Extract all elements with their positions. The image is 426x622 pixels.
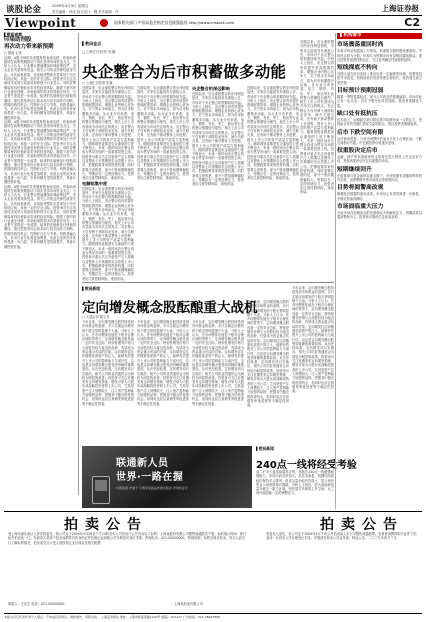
second-article-text-5: 今年以来，定向增发概念股持续受到市场资金的追捧，多只实施定向增发的个股走势明显强于大盘。分析人士认为，在市场整体估值处于相对合理区间的背景下，定向增发概念股具备一定的安全边际，特别是增发价格与当前股价较为接近的品种，有望成为资金重点布局的对象。定向增发往往伴随着优质资产的注入，能够有效提升上市公司的盈利能力与成长性，这也是定向增发概念股受到青睐的重要原因。从历史经验看，定向增发项目实施后，相关公司的业绩通常会出现较为明显的改善。投资者可关注近期发布定向增发预案、增发对象为大股东或战略投资者的上市公司，尤其是资产注入规模较大、注入资产盈利能力较强的品种，把握其中蕴含的投资机会，但同时也应注意增发审批进度等不确定性因素。 xyxy=(292,286,334,394)
page-number: C2 xyxy=(404,16,420,29)
right-item-headline: 后市下跌空间有限 xyxy=(337,129,384,136)
auction-contact: 联系人：王先生 电话：021-00000000 xyxy=(8,602,65,606)
masthead-top xyxy=(4,3,422,13)
second-article-text-3: 今年以来，定向增发概念股持续受到市场资金的追捧，多只实施定向增发的个股走势明显强于大盘。分析人士认为，在市场整体估值处于相对合理区间的背景下，定向增发概念股具备一定的安全边际，特别是增发价格与当前股价较为接近的品种，有望成为资金重点布局的对象。定向增发往往伴随着优质资产的注入，能够有效提升上市公司的盈利能力与成长性，这也是定向增发概念股受到青睐的重要原因。从历史经验看，定向增发项目实施后，相关公司的业绩通常会出现较为明显的改善。投资者可关注近期发布定向增发预案、增发对象为大股东或战略投资者的上市公司，尤其是资产注入规模较大、注入资产盈利能力较强的品种，把握其中蕴含的投资机会，但同时也应注意增发审批进度等不确定性因素。 xyxy=(192,320,244,406)
main-article-col-2 xyxy=(137,86,189,278)
right-item-headline: 目势将阅警高改观 xyxy=(337,185,384,192)
right-item-body: 本周市场呈现震荡上行格局，权重股与题材股轮番表现，市场热点较为分散。机构认为短期市场有望维持震荡格局，建议投资者适度控制仓位，关注业绩确定性较强的品种。 xyxy=(337,49,422,62)
header-slogan: 国家相关部门 中国证监会指定信息披露报纸 http://www.cnstock.com xyxy=(114,20,235,25)
main-article-col-1 xyxy=(82,86,134,281)
right-item-body: 从估值角度看，当前市场整体估值水平处于合理区间，下跌空间相对有限，中长期投资价值逐步显现。 xyxy=(337,136,422,145)
editor-credits: 责任编辑：徐成 版式设计：魏 美术编辑：吕 xyxy=(52,10,119,14)
left-column xyxy=(4,33,79,495)
main-article-col-5 xyxy=(300,40,334,278)
left-headline-1: 印染助剂股 xyxy=(4,37,32,44)
second-article-col-5 xyxy=(292,286,334,442)
section-divider xyxy=(82,282,334,283)
right-item-body: 随着经济数据的逐步改善，市场信心有望得到进一步修复，中期走势值得期待。 xyxy=(337,192,422,201)
third-headline: 240点一线将经受考验 xyxy=(256,460,357,471)
right-section-band: ▌机构看市 xyxy=(337,33,422,39)
right-item-headline: 权重股决定后市 xyxy=(337,148,378,155)
ad-slogan-1: 联通新人员 xyxy=(116,458,169,469)
second-kicker: ▌数码新闻 xyxy=(82,286,101,291)
main-article-col-3 xyxy=(192,86,244,278)
left-byline: □ 德周 记者 xyxy=(4,51,22,56)
section-dot-icon xyxy=(100,19,108,27)
right-item-body: 近期大盘在经历连续上涨后出现一定幅度的回调，但整体趋势并未改变，短线探底后有望再度企稳回升，投资者无需过度悲观。 xyxy=(337,72,422,85)
main-subhead-1: 电解铝集中度 xyxy=(82,180,108,186)
section-header-bar xyxy=(4,15,422,30)
section-title: Viewpoint xyxy=(5,16,77,30)
right-divider xyxy=(335,33,336,509)
auction-company: 上海某拍卖有限公司 xyxy=(174,602,203,606)
right-column xyxy=(337,33,422,453)
left-article-body-cont: 近期，A股市场的各类题材股表现活跃，印染助剂板块在政策预期推动下再次获得市场资金关注。分析人士认为，行业整合提速叠加环保政策趋严，龙头企业有望持续受益，相关公司的业绩弹性值得关注。从估值角度看，目前板块整体市盈率处于历史较低区间，具备一定的安全边际。投资者可关注具备技术优势与渠道优势的细分行业龙头，同时应警惕原材料价格波动带来的经营风险。随着下游纺织行业逐步回暖，印染助剂的需求有望稳步回升，行业景气度将进一步改善，板块的估值修复行情值得期待。建议投资者结合基本面与技术面综合判断，把握结构性机会，控制好仓位与节奏。机构普遍认为，后市行业分化将更加明显，优质企业的竞争优势将进一步凸显，市场份额有望持续提升，具备长期投资价值。 xyxy=(4,120,76,185)
right-item-headline: 缺口处有抵抗压 xyxy=(337,110,378,117)
auction-notices xyxy=(4,511,422,611)
second-article-text-4: 今年以来，定向增发概念股持续受到市场资金的追捧，多只实施定向增发的个股走势明显强于大盘。分析人士认为，在市场整体估值处于相对合理区间的背景下，定向增发概念股具备一定的安全边际，特别是增发价格与当前股价较为接近的品种，有望成为资金重点布局的对象。定向增发往往伴随着优质资产的注入，能够有效提升上市公司的盈利能力与成长性，这也是定向增发概念股受到青睐的重要原因。从历史经验看，定向增发项目实施后，相关公司的业绩通常会出现较为明显的改善。投资者可关注近期发布定向增发预案、增发对象为大股东或战略投资者的上市公司，尤其是资产注入规模较大、注入资产盈利能力较强的品种，把握其中蕴含的投资机会，但同时也应注意增发审批进度等不确定性因素。 xyxy=(247,300,289,408)
telecom-advertisement xyxy=(82,446,252,508)
main-subhead-2: 央企整合的深远影响 xyxy=(192,86,230,91)
right-item-headline: 目标预计预期冠弱 xyxy=(337,88,384,95)
second-article-col-3 xyxy=(192,320,244,442)
right-item-body: 技术面上，前期跳空缺口附近将对指数形成一定的压力，短线能否有效突破仍需成交量的配合，建议投资者谨慎追高。 xyxy=(337,117,422,127)
main-article-text-2: 近期以来，央企重组整合的步伐明显加快，多家央企陆续发布重组公告，市场对于央企整合的预期持续升温。分析人士指出，央企整合将有效提升资源配置效率，增强企业的核心竞争力，对于资本市场而言，将为后市积蓄做多动能。从行业分布来看，电力、钢铁、有色、军工、航运等行业的整合预期较为强烈，相关上市公司有望成为市场关注的焦点。央企整合不仅有利于消除同业竞争，减少关联交易，还有助于推动整体上市进程，提升上市公司的资产质量与盈利能力。随着国资委推进央企重组的力度不断加大，未来一段时间央企整合将成为贯穿市场的一条重要投资主线。投资者可重点关注具备资产注入预期以及整体上市预期的央企控股上市公司，把握政策带来的投资机遇。同时需要注意的是，部分个股前期涨幅较大，短期存在一定的回调压力，投资者应注意控制风险，逢低布局。 xyxy=(82,186,134,281)
auction-title-right: 拍卖公告 xyxy=(320,517,404,533)
main-headline: 央企整合为后市积蓄做多动能 xyxy=(82,63,287,81)
auction-body-right: 受委托人委托，本公司定于2009年4月下旬公开拍卖某上市公司限售流通股票。有意者请携带相关证件于拍卖前一日到本公司办理登记手续。详情请咨询本公司业务部。特此公告。二〇〇九年四月三日 xyxy=(266,532,417,541)
main-kicker: ▌数码金点 xyxy=(82,41,102,46)
left-headline-2: 再次动力带来新预期 xyxy=(4,44,54,51)
third-article-text: 周二沪市大盘延续震荡走势，指数在240点一线遭遇较强阻力，市场分歧有所加大。从技术面看，短期均线系统仍保持多头排列，但成交量未能有效放大，显示场外资金入场意愿相对谨慎。分析人士指出，若大盘能够放量突破这一阻力区域，则有望打开新的上升空间；反之则可能面临一定的调整压力。 xyxy=(256,470,334,496)
auction-body-left: 受上海市浦东新区人民法院委托，我公司定于2009年4月28日下午14时在本公司拍卖厅公开拍卖以下标的：上海某股份有限公司限售流通股若干股。标的展示时间：即日起至拍卖前一日。有意竞买者请于拍卖前携带有效身份证件及保证金到我公司办理竞买登记手续。咨询电话：021-00000000。特别说明：标的以现状拍卖，竞买人应自行了解标的情况，拍卖成交后买受人须按规定支付佣金及相关税费。 xyxy=(8,532,247,545)
main-article-text-4: 近期以来，央企重组整合的步伐明显加快，多家央企陆续发布重组公告，市场对于央企整合的预期持续升温。分析人士指出，央企整合将有效提升资源配置效率，增强企业的核心竞争力，对于资本市场而言，将为后市积蓄做多动能。从行业分布来看，电力、钢铁、有色、军工、航运等行业的整合预期较为强烈，相关上市公司有望成为市场关注的焦点。央企整合不仅有利于消除同业竞争，减少关联交易，还有助于推动整体上市进程，提升上市公司的资产质量与盈利能力。随着国资委推进央企重组的力度不断加大，未来一段时间央企整合将成为贯穿市场的一条重要投资主线。投资者可重点关注具备资产注入预期以及整体上市预期的央企控股上市公司，把握政策带来的投资机遇。同时需要注意的是，部分个股前期涨幅较大，短期存在一定的回调压力，投资者应注意控制风险，逢低布局。 xyxy=(192,92,244,187)
second-article-text: 今年以来，定向增发概念股持续受到市场资金的追捧，多只实施定向增发的个股走势明显强于大盘。分析人士认为，在市场整体估值处于相对合理区间的背景下，定向增发概念股具备一定的安全边际，特别是增发价格与当前股价较为接近的品种，有望成为资金重点布局的对象。定向增发往往伴随着优质资产的注入，能够有效提升上市公司的盈利能力与成长性，这也是定向增发概念股受到青睐的重要原因。从历史经验看，定向增发项目实施后，相关公司的业绩通常会出现较为明显的改善。投资者可关注近期发布定向增发预案、增发对象为大股东或战略投资者的上市公司，尤其是资产注入规模较大、注入资产盈利能力较强的品种，把握其中蕴含的投资机会，但同时也应注意增发审批进度等不确定性因素。 xyxy=(82,320,134,406)
right-item-headline: 市场震荡重回时尚 xyxy=(337,42,384,49)
right-item-body: 随着一季报披露临近，部分公司的业绩预期偏弱，市场对此已有一定反应，后市个股分化或将加剧，投资者需精选个股。 xyxy=(337,95,422,108)
main-article-col-4 xyxy=(247,86,299,278)
newspaper-name: 上海证券报 xyxy=(381,4,419,13)
second-article-col-1 xyxy=(82,320,134,442)
right-item-headline: 短期继续回升 xyxy=(337,166,372,173)
main-article-text-6: 近期以来，央企重组整合的步伐明显加快，多家央企陆续发布重组公告，市场对于央企整合的预期持续升温。分析人士指出，央企整合将有效提升资源配置效率，增强企业的核心竞争力，对于资本市场而言，将为后市积蓄做多动能。从行业分布来看，电力、钢铁、有色、军工、航运等行业的整合预期较为强烈，相关上市公司有望成为市场关注的焦点。央企整合不仅有利于消除同业竞争，减少关联交易，还有助于推动整体上市进程，提升上市公司的资产质量与盈利能力。随着国资委推进央企重组的力度不断加大，未来一段时间央企整合将成为贯穿市场的一条重要投资主线。投资者可重点关注具备资产注入预期以及整体上市预期的央企控股上市公司，把握政策带来的投资机遇。同时需要注意的是，部分个股前期涨幅较大，短期存在一定的回调压力，投资者应注意控制风险，逢低布局。 xyxy=(300,40,334,195)
phone-icon xyxy=(92,476,110,504)
main-article-text: 近期以来，央企重组整合的步伐明显加快，多家央企陆续发布重组公告，市场对于央企整合的预期持续升温。分析人士指出，央企整合将有效提升资源配置效率，增强企业的核心竞争力，对于资本市场而言，将为后市积蓄做多动能。从行业分布来看，电力、钢铁、有色、军工、航运等行业的整合预期较为强烈，相关上市公司有望成为市场关注的焦点。央企整合不仅有利于消除同业竞争，减少关联交易，还有助于推动整体上市进程，提升上市公司的资产质量与盈利能力。随着国资委推进央企重组的力度不断加大，未来一段时间央企整合将成为贯穿市场的一条重要投资主线。投资者可重点关注具备资产注入预期以及整体上市预期的央企控股上市公司，把握政策带来的投资机遇。同时需要注意的是，部分个股前期涨幅较大，短期存在一定的回调压力，投资者应注意控制风险，逢低布局。 xyxy=(82,86,134,181)
second-article-col-4 xyxy=(247,300,289,442)
second-article-text-2: 今年以来，定向增发概念股持续受到市场资金的追捧，多只实施定向增发的个股走势明显强于大盘。分析人士认为，在市场整体估值处于相对合理区间的背景下，定向增发概念股具备一定的安全边际，特别是增发价格与当前股价较为接近的品种，有望成为资金重点布局的对象。定向增发往往伴随着优质资产的注入，能够有效提升上市公司的盈利能力与成长性，这也是定向增发概念股受到青睐的重要原因。从历史经验看，定向增发项目实施后，相关公司的业绩通常会出现较为明显的改善。投资者可关注近期发布定向增发预案、增发对象为大股东或战略投资者的上市公司，尤其是资产注入规模较大、注入资产盈利能力较强的品种，把握其中蕴含的投资机会，但同时也应注意增发审批进度等不确定性因素。 xyxy=(137,320,189,406)
main-author-line: □上海汇信投资 张翼 xyxy=(82,50,116,54)
right-item-body: 当前市场在前期高点附近面临较大的解套压力，短期或将以震荡整理为主，投资者可逢低关注优质品种。 xyxy=(337,210,422,220)
left-article-body: 近期，A股市场的各类题材股表现活跃，印染助剂板块在政策预期推动下再次获得市场资金关注。分析人士认为，行业整合提速叠加环保政策趋严，龙头企业有望持续受益，相关公司的业绩弹性值得关注。从估值角度看，目前板块整体市盈率处于历史较低区间，具备一定的安全边际。投资者可关注具备技术优势与渠道优势的细分行业龙头，同时应警惕原材料价格波动带来的经营风险。随着下游纺织行业逐步回暖，印染助剂的需求有望稳步回升，行业景气度将进一步改善，板块的估值修复行情值得期待。建议投资者结合基本面与技术面综合判断，把握结构性机会，控制好仓位与节奏。机构普遍认为，后市行业分化将更加明显，优质企业的竞争优势将进一步凸显，市场份额有望持续提升，具备长期投资价值。 xyxy=(4,55,76,120)
main-article-text-5: 近期以来，央企重组整合的步伐明显加快，多家央企陆续发布重组公告，市场对于央企整合的预期持续升温。分析人士指出，央企整合将有效提升资源配置效率，增强企业的核心竞争力，对于资本市场而言，将为后市积蓄做多动能。从行业分布来看，电力、钢铁、有色、军工、航运等行业的整合预期较为强烈，相关上市公司有望成为市场关注的焦点。央企整合不仅有利于消除同业竞争，减少关联交易，还有助于推动整体上市进程，提升上市公司的资产质量与盈利能力。随着国资委推进央企重组的力度不断加大，未来一段时间央企整合将成为贯穿市场的一条重要投资主线。投资者可重点关注具备资产注入预期以及整体上市预期的央企控股上市公司，把握政策带来的投资机遇。同时需要注意的是，部分个股前期涨幅较大，短期存在一定的回调压力，投资者应注意控制风险，逢低布局。 xyxy=(247,86,299,181)
right-item-body: 金融、地产等权重板块的走势将在很大程度上决定后市方向，投资者需密切关注权重股的动向。 xyxy=(337,155,422,164)
second-headline: 定向增发概念股酝酿重大战机 xyxy=(82,300,258,316)
issue-date: 2009年4月3日 星期五 xyxy=(52,4,89,8)
left-article-body-cont2: 近期，A股市场的各类题材股表现活跃，印染助剂板块在政策预期推动下再次获得市场资金关注。分析人士认为，行业整合提速叠加环保政策趋严，龙头企业有望持续受益，相关公司的业绩弹性值得关注。从估值角度看，目前板块整体市盈率处于历史较低区间，具备一定的安全边际。投资者可关注具备技术优势与渠道优势的细分行业龙头，同时应警惕原材料价格波动带来的经营风险。随着下游纺织行业逐步回暖，印染助剂的需求有望稳步回升，行业景气度将进一步改善，板块的估值修复行情值得期待。建议投资者结合基本面与技术面综合判断，把握结构性机会，控制好仓位与节奏。机构普遍认为，后市行业分化将更加明显，优质企业的竞争优势将进一步凸显，市场份额有望持续提升，具备长期投资价值。 xyxy=(4,184,76,249)
page-footer: 本版文章仅代表作者个人观点，不构成投资建议。据此操作，风险自担。 上海证券报社 地址：上海市杨高南路1100号 邮编：200127 广告热线：021-38967888 xyxy=(4,613,422,620)
main-byline: □ 上海汇信投资 张翼 xyxy=(82,81,113,85)
right-item-body: 在政策面与资金面的双重支撑下，市场短期有望继续保持回升态势，但需警惕外围市场波动带来的扰动。 xyxy=(337,173,422,183)
ad-fineprint: 中国联通 沪通卡 尽情享受高品质通话服务 详询营业厅 xyxy=(116,486,188,490)
left-tag: ▌数码观察 xyxy=(4,32,23,37)
ad-slogan-2: 世界·一路在握 xyxy=(116,472,184,483)
third-article-col xyxy=(256,470,334,508)
section-brand: 谈股论金 xyxy=(6,5,42,15)
right-item-headline: 市场面临重大压力 xyxy=(337,203,384,210)
main-article-text-3: 近期以来，央企重组整合的步伐明显加快，多家央企陆续发布重组公告，市场对于央企整合的预期持续升温。分析人士指出，央企整合将有效提升资源配置效率，增强企业的核心竞争力，对于资本市场而言，将为后市积蓄做多动能。从行业分布来看，电力、钢铁、有色、军工、航运等行业的整合预期较为强烈，相关上市公司有望成为市场关注的焦点。央企整合不仅有利于消除同业竞争，减少关联交易，还有助于推动整体上市进程，提升上市公司的资产质量与盈利能力。随着国资委推进央企重组的力度不断加大，未来一段时间央企整合将成为贯穿市场的一条重要投资主线。投资者可重点关注具备资产注入预期以及整体上市预期的央企控股上市公司，把握政策带来的投资机遇。同时需要注意的是，部分个股前期涨幅较大，短期存在一定的回调压力，投资者应注意控制风险，逢低布局。 xyxy=(137,86,189,181)
right-item-headline: 短线探底不转向 xyxy=(337,65,378,72)
auction-title-left: 拍卖公告 xyxy=(64,517,148,533)
second-byline: □ 大通证券 董文龙 xyxy=(82,315,110,319)
right-items xyxy=(337,41,422,219)
second-article-col-2 xyxy=(137,320,189,442)
third-kicker: ▌数码新闻 xyxy=(256,446,275,451)
